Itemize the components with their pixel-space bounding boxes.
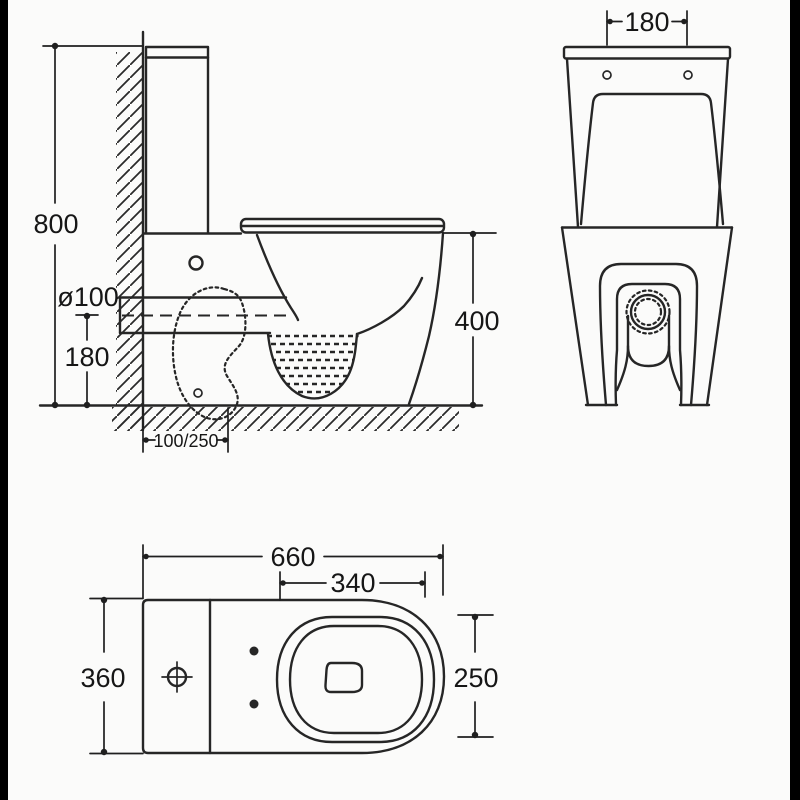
dim-label-top-width: 180 [624,7,670,37]
side-view [33,32,499,452]
top-view [80,542,498,755]
dim-rim-height [443,231,500,408]
seat-ring-inner [290,626,422,733]
bowl-outer-front-curve [409,233,443,404]
dim-label-overall-width: 360 [80,663,126,693]
dim-label-outlet-diameter: ø100 [57,282,119,312]
push-button-hole-right [684,71,692,79]
bowl-inner-back-curve [257,235,298,320]
dim-label-rough-in: 100/250 [153,431,219,451]
dim-label-overall-depth: 660 [270,542,316,572]
pedestal-haunch-right [669,346,680,390]
seat-bolt-hole-top [250,647,259,656]
tank-sides [567,59,728,227]
tank-bolt-hole [190,257,203,270]
dim-outlet-height [64,313,109,408]
dim-label-overall-height: 800 [33,209,79,239]
cistern-tank-outline [146,47,208,233]
pedestal-sides [562,228,732,406]
outlet-ring-outer-dotted [627,291,670,334]
dim-top-width [607,7,687,45]
seat-ring-outer [277,617,434,742]
dim-label-bowl-width: 250 [453,663,499,693]
floor-outlet-hole [194,389,202,397]
wall-hatching [116,52,143,430]
tank-front-panel [581,94,723,224]
floor-hatching [112,407,459,431]
trapway-outline-dotted [173,287,245,419]
left-edge-bar [0,0,8,800]
tank-lid [564,47,730,59]
pedestal-haunch-left [617,346,628,390]
flush-outlet-hole [325,663,362,692]
water-inlet-symbol [162,662,192,692]
dim-label-seat-length: 340 [330,568,376,598]
outlet-ring-inner-dotted [635,299,661,325]
dim-seat-length [280,568,425,600]
right-edge-bar [790,0,800,800]
pedestal-arch-inner [616,284,682,405]
dim-label-outlet-height: 180 [64,342,110,372]
dim-overall-width [80,597,143,755]
dim-bowl-width [453,614,498,738]
front-view [562,7,732,405]
bowl-inner-front-curve [357,278,422,334]
dim-overall-depth [143,542,443,598]
seat-bolt-hole-bottom [250,700,259,709]
dim-label-rim-height: 400 [454,306,500,336]
push-button-hole-left [603,71,611,79]
